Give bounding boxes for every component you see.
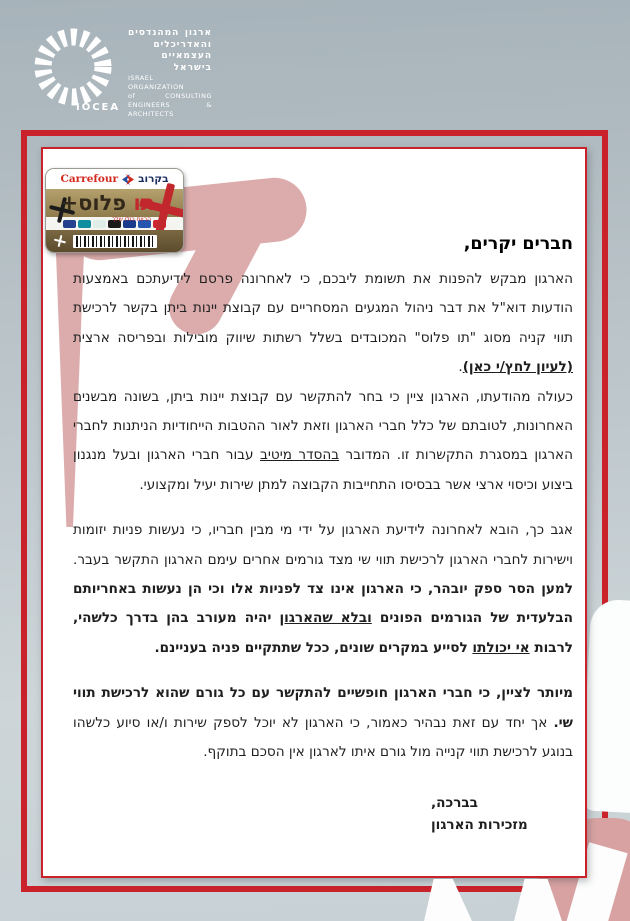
coming-soon-label: בקרוב xyxy=(138,173,169,185)
signature-line: מזכירות הארגון xyxy=(431,816,528,833)
signature-block xyxy=(73,792,573,836)
giftcard-title-rest: פלוס+ xyxy=(60,191,127,215)
text-run: הארגון מבקש להפנות את תשומת ליבכם, כי לאחרונה פרסם לידיעתכם באמצעות הודעות דוא"ל את דבר ניהול המגעים המסחריים עם קבוצת יינות ביתן בקשר לרכישת תווי קניה מסוג "תו פלוס" המכובדים בשלל רשתות שיווק מובילות ובפריסה ארצית xyxy=(73,271,573,346)
text-run: כעולה מהודעתו, הארגון ציין כי בחר להתקשר עם קבוצת יינות ביתן, בשונה מבשנים האחרונות, לטובתם של כלל חברי הארגון וזאת לאור ההטבות הייחודיות הניתנות לחברי הארגון במסגרת התקשרות זו. המדובר xyxy=(73,388,573,464)
text-run: למען הסר ספק יובהר, כי הארגון אינו צד לפניות אלו וכי הן נעשות באחריותם הבלעדית של הגורמים הפונים xyxy=(73,581,573,627)
logo-english-line: ORGANIZATION xyxy=(128,83,185,91)
paragraph xyxy=(73,383,573,501)
logo-english-lines xyxy=(128,74,212,119)
text-run: בהסדר מיטיב xyxy=(260,447,340,464)
text-run: אי יכולתו xyxy=(472,639,530,656)
text-run: עבור חברי הארגון ובעל מנגנון ביצוע וכיסוי ארצי אשר בבסיסו התחייבות הקבוצה למתן שירות יעיל ומקצועי. xyxy=(73,447,573,493)
letter-body xyxy=(43,149,585,836)
logo-hebrew-line: העצמאיים xyxy=(161,51,212,61)
paragraph xyxy=(73,265,573,383)
logo-hebrew-line: והאדריכלים xyxy=(153,39,212,50)
logo-english-line: of CONSULTING xyxy=(128,92,212,100)
logo-hebrew-lines xyxy=(128,28,212,74)
logo-sunburst-circle-icon xyxy=(26,22,122,118)
org-logo xyxy=(26,22,212,119)
text-run: ובלא שהארגון xyxy=(279,610,372,627)
giftcard-title-first: תו xyxy=(133,191,155,215)
logo-english-line: ISRAEL xyxy=(128,74,154,82)
letter-card xyxy=(41,147,587,878)
logo-hebrew-line: בישראל xyxy=(173,62,212,73)
text-run: אך יחד עם זאת נבהיר כאמור, כי הארגון לא יוכל לספק שירות ו/או סיוע כלשהו בנוגע לרכישת תווי קנייה מול גורם איתו לארגון אין הסכם בתוקף. xyxy=(73,714,573,761)
text-run: אגב כך, הובא לאחרונה לידיעת הארגון על ידי מי מבין חבריו, כי נעשות פניות יזומות וישירות לחברי הארגון לרכישת תווי שי מצד גורמים אחרים עימם הארגון התקשר בעבר. xyxy=(73,522,573,568)
logo-text-block xyxy=(128,28,212,119)
logo-english-line: ENGINEERS & ARCHITECTS xyxy=(128,101,212,118)
giftcard-tagline: הרווח כולו שלך xyxy=(111,216,151,223)
paragraph xyxy=(73,679,573,767)
text-run: יהיה מעורב בהן בדרך כלשהי, לרבות xyxy=(73,610,573,656)
paragraph xyxy=(73,516,573,663)
logo-acronym: IOCEA xyxy=(76,102,121,113)
carrefour-wordmark: Carrefour xyxy=(60,173,119,185)
inline-link[interactable]: (לעיון לחץ/י כאן) xyxy=(462,359,573,376)
text-run: . xyxy=(458,359,463,376)
text-run: מיותר לציין, כי חברי הארגון חופשיים להתקשר עם כל גורם שהוא לרכישת תווי שי. xyxy=(73,685,573,731)
text-run: לסייע במקרים שונים, ככל שתתקיים פניה בעניינם. xyxy=(154,639,473,656)
logo-hebrew-line: ארגון המהנדסים xyxy=(128,28,212,38)
letter-title: חברים יקרים, xyxy=(463,234,573,254)
signature-line: בברכה, xyxy=(431,794,478,811)
